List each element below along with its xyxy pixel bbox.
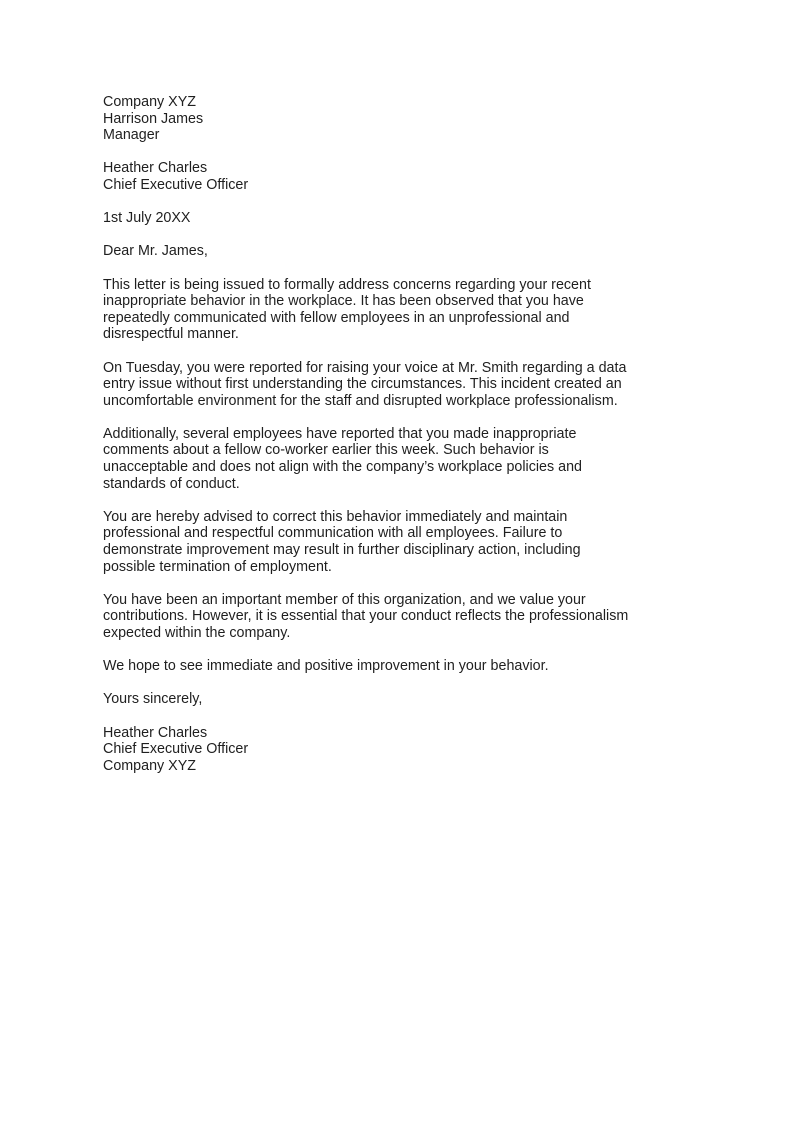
paragraph-line: disrespectful manner.	[103, 326, 239, 343]
paragraph-line: Additionally, several employees have reported that you made inappropriate	[103, 425, 577, 442]
paragraph-line: entry issue without first understanding the circumstances. This incident created an	[103, 376, 622, 393]
salutation-text: Dear Mr. James,	[103, 243, 208, 260]
paragraph-line: On Tuesday, you were reported for raising your voice at Mr. Smith regarding a data	[103, 359, 627, 376]
sender-title: Manager	[103, 127, 160, 144]
closing	[103, 691, 703, 708]
letter-page	[103, 94, 703, 791]
recipient-name: Heather Charles	[103, 160, 208, 177]
recipient-block	[103, 160, 703, 193]
paragraph-line: comments about a fellow co-worker earlier this week. Such behavior is	[103, 442, 549, 459]
signature-company: Company XYZ	[103, 757, 196, 774]
paragraph-line: You are hereby advised to correct this behavior immediately and maintain	[103, 508, 568, 525]
paragraph-line: uncomfortable environment for the staff and disrupted workplace professionalism.	[103, 392, 618, 409]
recipient-title: Chief Executive Officer	[103, 176, 249, 193]
closing-text: Yours sincerely,	[103, 691, 203, 708]
body-paragraph-2	[103, 360, 703, 410]
date-text: 1st July 20XX	[103, 210, 191, 227]
sender-name: Harrison James	[103, 110, 204, 127]
sender-company: Company XYZ	[103, 94, 196, 110]
salutation	[103, 243, 703, 260]
paragraph-line: professional and respectful communication with all employees. Failure to	[103, 525, 563, 542]
paragraph-line: unacceptable and does not align with the company’s workplace policies and	[103, 459, 582, 476]
paragraph-line: expected within the company.	[103, 625, 291, 641]
paragraph-line: We hope to see immediate and positive improvement in your behavior.	[103, 658, 549, 675]
paragraph-line: contributions. However, it is essential that your conduct reflects the professionalism	[103, 608, 629, 625]
paragraph-line: You have been an important member of this organization, and we value your	[103, 591, 586, 608]
paragraph-line: inappropriate behavior in the workplace. It has been observed that you have	[103, 293, 584, 310]
signature-title: Chief Executive Officer	[103, 741, 249, 758]
paragraph-line: This letter is being issued to formally address concerns regarding your recent	[103, 276, 591, 293]
paragraph-line: demonstrate improvement may result in further disciplinary action, including	[103, 542, 581, 559]
signature-block	[103, 725, 703, 775]
body-paragraph-6	[103, 658, 703, 675]
body-paragraph-5	[103, 592, 703, 642]
letter-date	[103, 210, 703, 227]
sender-block	[103, 94, 703, 144]
body-paragraph-3	[103, 426, 703, 492]
paragraph-line: repeatedly communicated with fellow employees in an unprofessional and	[103, 309, 570, 326]
paragraph-line: possible termination of employment.	[103, 558, 332, 575]
signature-name: Heather Charles	[103, 724, 208, 741]
body-paragraph-4	[103, 509, 703, 575]
paragraph-line: standards of conduct.	[103, 475, 240, 492]
body-paragraph-1	[103, 277, 703, 343]
